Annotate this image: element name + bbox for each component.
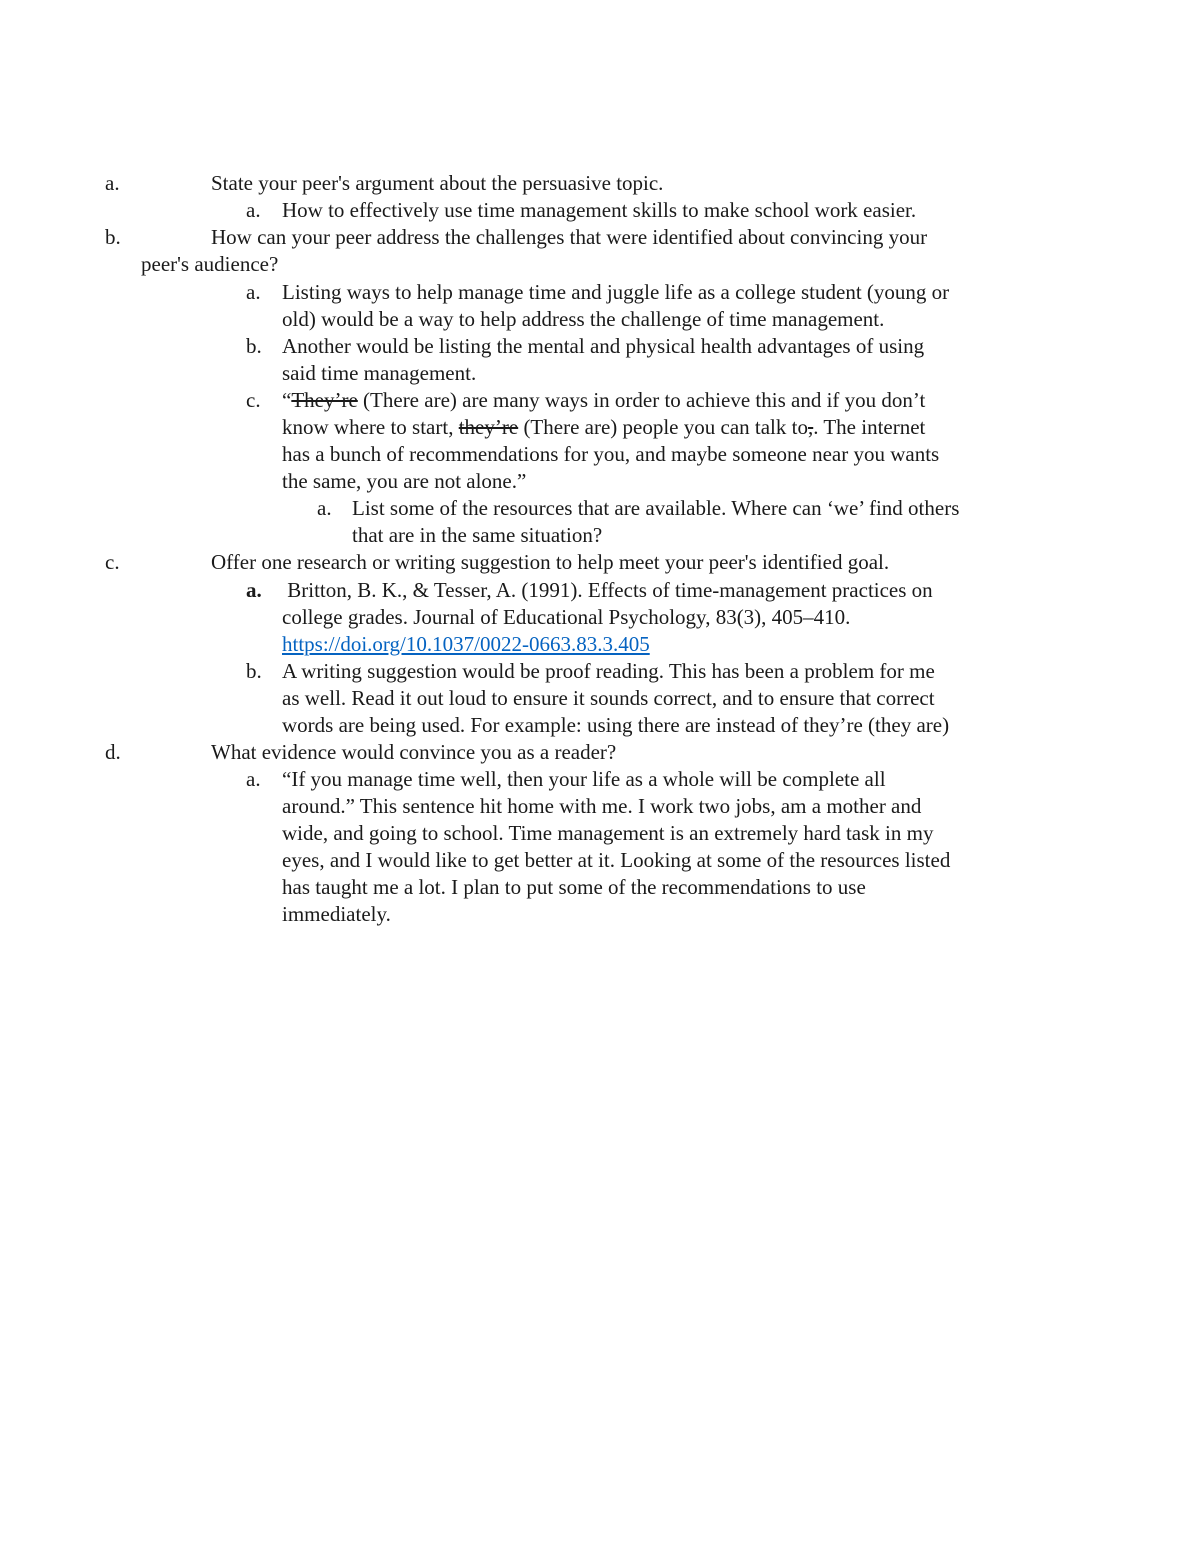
answer-text: has taught me a lot. I plan to put some of the recommendations to use xyxy=(282,875,866,899)
struck-word: They’re xyxy=(291,388,358,412)
question-text: What evidence would convince you as a reader? xyxy=(211,740,617,764)
sub-list-marker: a. xyxy=(246,280,261,304)
quote-text: know where to start, xyxy=(282,415,459,439)
answer-text: Another would be listing the mental and physical health advantages of using xyxy=(282,334,925,358)
answer-text: that are in the same situation? xyxy=(352,523,603,547)
quote-line: the same, you are not alone.” xyxy=(282,469,527,493)
quote-open: “ xyxy=(282,388,292,412)
question-text: How can your peer address the challenges that were identified about convincing your xyxy=(211,225,928,249)
answer-text: “If you manage time well, then your life as a whole will be complete all xyxy=(282,767,886,791)
quote-text: . The internet xyxy=(813,415,926,439)
quote-text: (There are) people you can talk to xyxy=(518,415,808,439)
citation-text: college grades. Journal of Educational Psychology, 83(3), 405–410. xyxy=(282,605,851,629)
sub-sub-list-marker: a. xyxy=(317,496,332,520)
sub-list-marker: a. xyxy=(246,578,262,602)
list-marker: c. xyxy=(105,550,120,574)
answer-text: eyes, and I would like to get better at it. Looking at some of the resources listed xyxy=(282,848,951,872)
answer-text: around.” This sentence hit home with me. I work two jobs, am a mother and xyxy=(282,794,922,818)
answer-text: wide, and going to school. Time management is an extremely hard task in my xyxy=(282,821,934,845)
sub-list-marker: a. xyxy=(246,767,261,791)
quote-text: (There are) are many ways in order to achieve this and if you don’t xyxy=(357,388,926,412)
answer-text: as well. Read it out loud to ensure it sounds correct, and to ensure that correct xyxy=(282,686,935,710)
quote-line xyxy=(282,414,925,441)
quote-line: has a bunch of recommendations for you, and maybe someone near you wants xyxy=(282,442,940,466)
question-text: peer's audience? xyxy=(141,252,279,276)
struck-word: they’re xyxy=(458,415,519,439)
struck-comma: , xyxy=(807,415,814,439)
answer-text: How to effectively use time management skills to make school work easier. xyxy=(282,198,917,222)
quote-line xyxy=(282,387,925,414)
sub-list-marker: b. xyxy=(246,334,262,358)
list-marker: a. xyxy=(105,171,120,195)
question-text: Offer one research or writing suggestion to help meet your peer's identified goal. xyxy=(211,550,890,574)
answer-text: immediately. xyxy=(282,902,391,926)
answer-text: Listing ways to help manage time and juggle life as a college student (young or xyxy=(282,280,950,304)
doi-link[interactable]: https://doi.org/10.1037/0022-0663.83.3.405 xyxy=(282,632,650,656)
answer-text: List some of the resources that are available. Where can ‘we’ find others xyxy=(352,496,960,520)
answer-text: A writing suggestion would be proof reading. This has been a problem for me xyxy=(282,659,935,683)
sub-list-marker: c. xyxy=(246,388,261,412)
answer-text: said time management. xyxy=(282,361,477,385)
list-marker: b. xyxy=(105,225,121,249)
sub-list-marker: a. xyxy=(246,198,261,222)
answer-text: words are being used. For example: using there are instead of they’re (they are) xyxy=(282,713,950,737)
answer-text: old) would be a way to help address the challenge of time management. xyxy=(282,307,885,331)
question-text: State your peer's argument about the persuasive topic. xyxy=(211,171,664,195)
sub-list-marker: b. xyxy=(246,659,262,683)
citation-text: Britton, B. K., & Tesser, A. (1991). Effects of time-management practices on xyxy=(282,578,933,602)
list-marker: d. xyxy=(105,740,121,764)
